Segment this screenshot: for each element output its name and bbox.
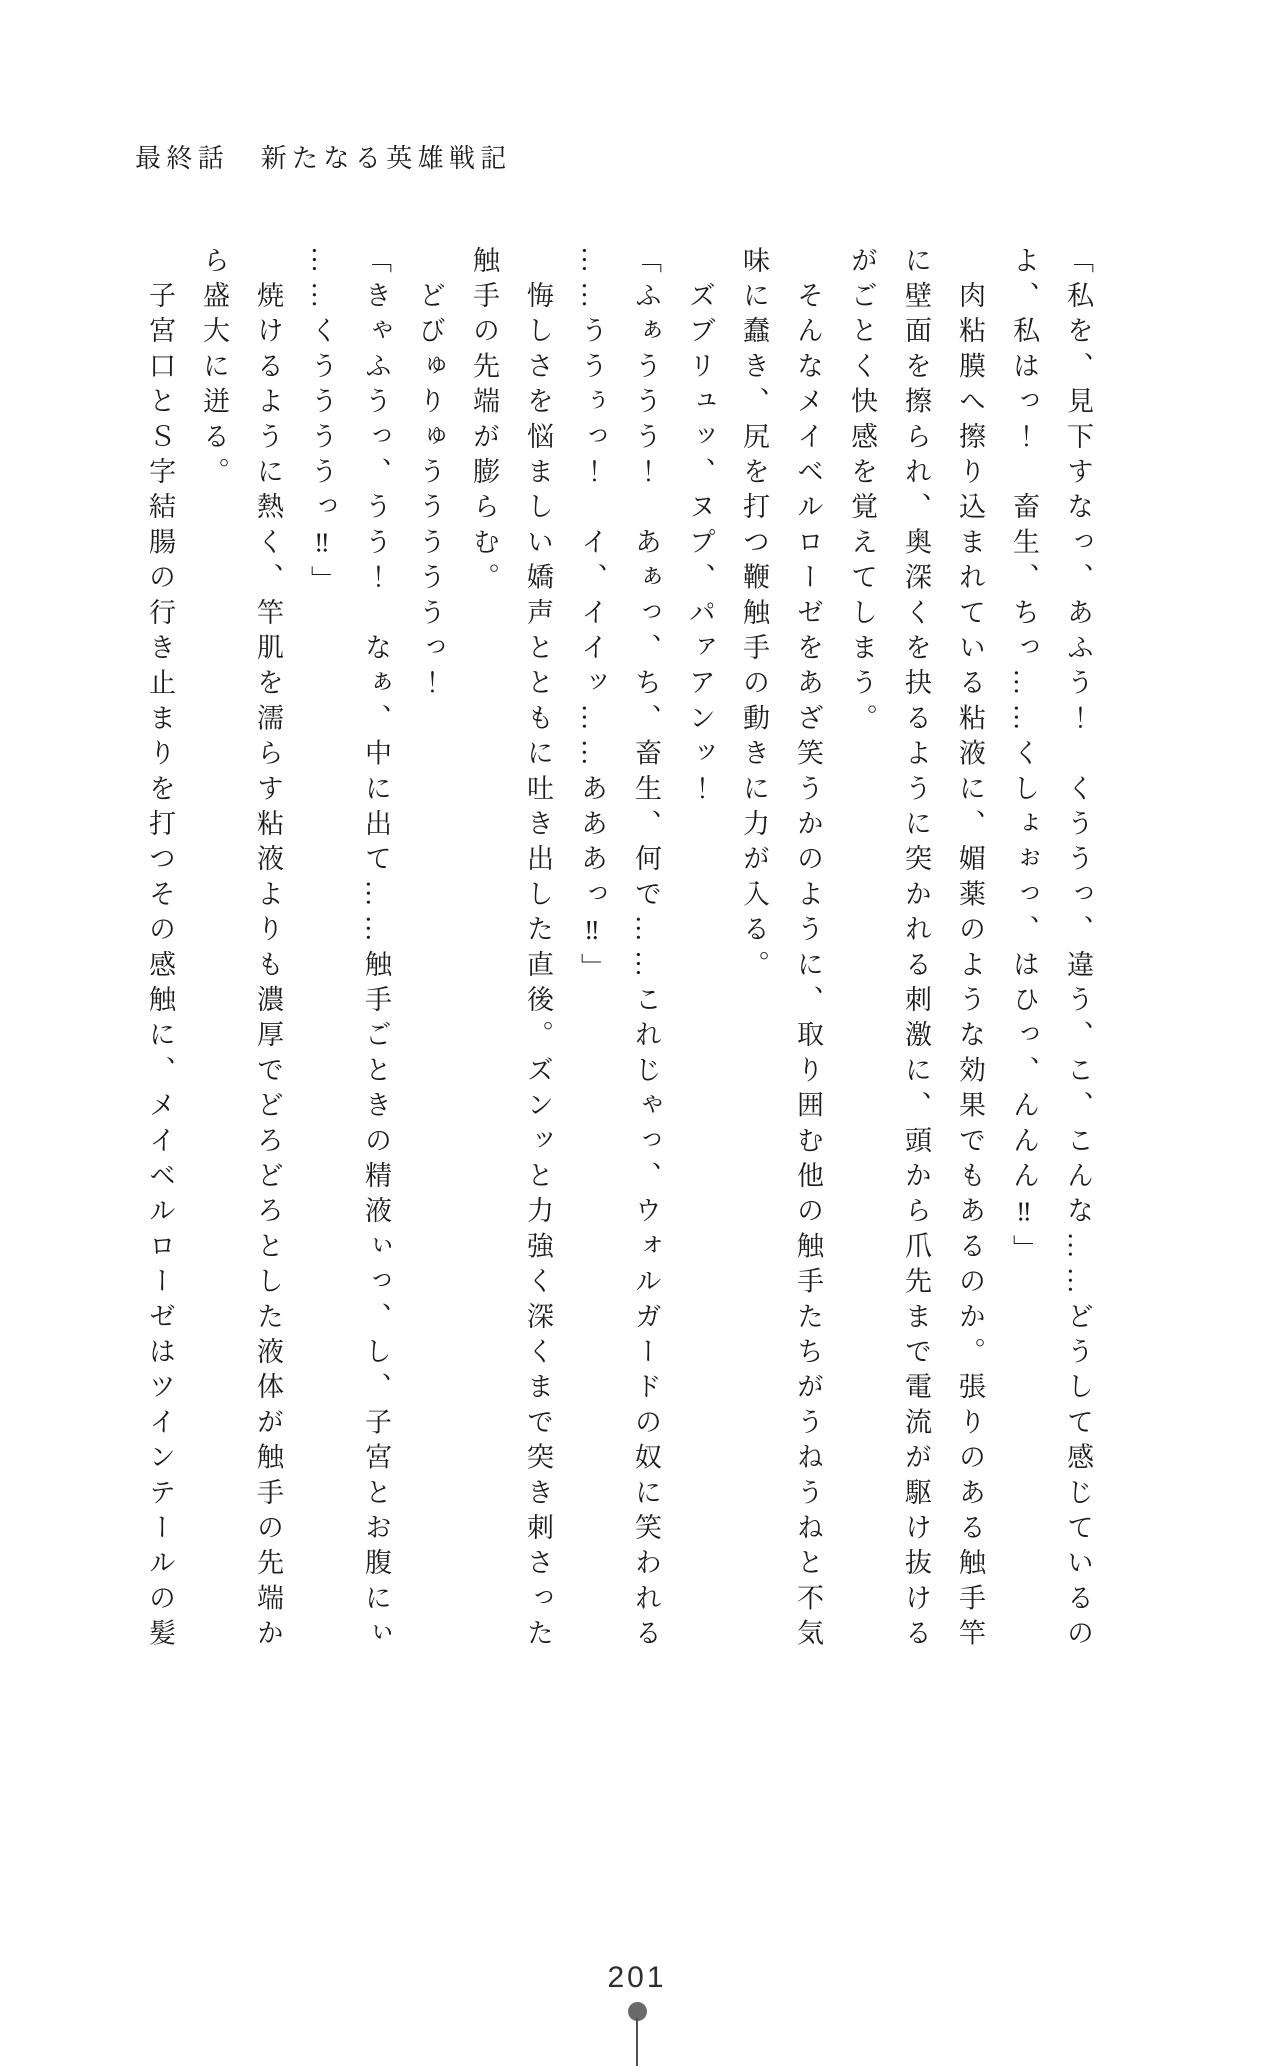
main-text [133,246,1105,1666]
text-column: 悔しさを悩ましい嬌声とともに吐き出した直後。ズンッと力強く深くまで突き刺さった [523,246,553,1654]
divider-line [636,2018,638,2066]
text-column: 焼けるように熱く、竿肌を濡らす粘液よりも濃厚でどろどろとした液体が触手の先端か [253,246,283,1654]
text-column: 味に蠢き、尻を打つ鞭触手の動きに力が入る。 [739,246,769,986]
text-column: 「ふぁううう！ あぁっ、ち、畜生、何で……これじゃっ、ウォルガードの奴に笑われる [631,246,661,1654]
text-column: そんなメイベルローゼをあざ笑うかのように、取り囲む他の触手たちがうねうねと不気 [793,246,823,1654]
text-column: 「私を、見下すなっ、あふう！ くううっ、違う、こ、こんな……どうして感じているの [1063,246,1093,1654]
text-column: 肉粘膜へ擦り込まれている粘液に、媚薬のような効果でもあるのか。張りのある触手竿 [955,246,985,1654]
text-column: ら盛大に迸る。 [199,246,229,493]
page-number: 201 [607,1961,667,1994]
text-column: がごとく快感を覚えてしまう。 [847,246,877,739]
text-column: ……くううううっ‼」 [307,246,337,601]
text-column: 子宮口とＳ字結腸の行き止まりを打つその感触に、メイベルローゼはツインテールの髪 [145,246,175,1654]
chapter-header: 最終話 新たなる英雄戦記 [135,144,512,173]
text-column: に壁面を擦られ、奥深くを抉るように突かれる刺激に、頭から爪先まで電流が駆け抜ける [901,246,931,1654]
text-column: 「きゃふうっ、うう！ なぁ、中に出て……触手ごときの精液ぃっ、し、子宮とお腹にぃ [361,246,391,1654]
text-column: よ、私はっ！ 畜生、ちっ……くしょぉっ、はひっ、んんん‼」 [1009,246,1039,1270]
text-column: ……ううぅっ！ イ、イイッ……あああっ‼」 [577,246,607,989]
text-column: ズブリュッ、ヌプ、パァアンッ！ [685,246,715,810]
text-column: 触手の先端が膨らむ。 [469,246,499,598]
text-column: どびゅりゅうううううっ！ [415,246,445,704]
